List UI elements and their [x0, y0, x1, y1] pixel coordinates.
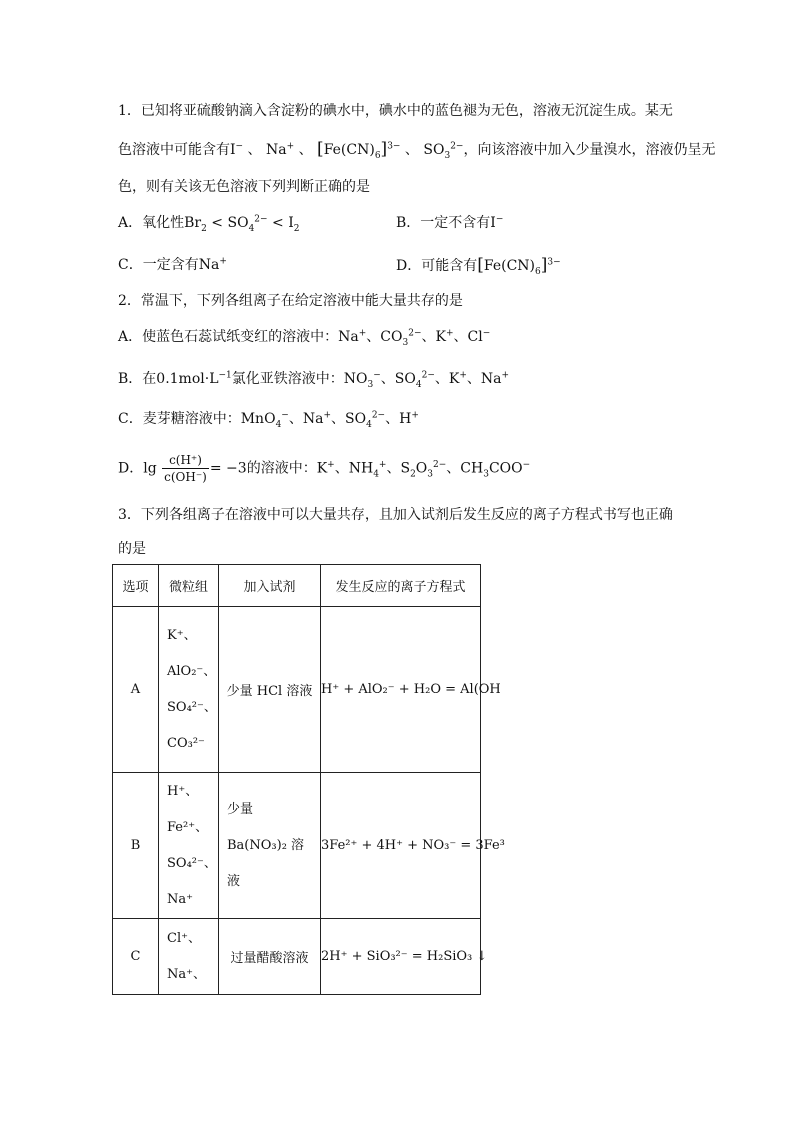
q1-line2: 色溶液中可能含有I− 、 Na+ 、 $[Fe(CN)_6]^{3-}$ 、 $SO_3^{2-}$，向该溶液中加入少量溴水，溶液仍呈无 [118, 139, 716, 161]
table-header-row [113, 565, 481, 607]
q3-stem-line2: 的是 [118, 541, 146, 557]
q1-option-d: D．可能含有$[Fe(CN)_6]^{3-}$ [396, 255, 561, 277]
table-row [113, 919, 481, 995]
header-option: 选项 [113, 565, 159, 607]
row-option: C [113, 919, 159, 995]
header-particles: 微粒组 [159, 565, 219, 607]
q1-option-c: C．一定含有Na+ [118, 256, 227, 273]
header-reagent: 加入试剂 [219, 565, 321, 607]
row-equation: H⁺ + AlO₂⁻ + H₂O = Al(OH [321, 607, 481, 773]
q1-option-a: A．氧化性$Br_2 < SO_4^{2-} < I_2$ [118, 214, 300, 234]
q2-option-d: D．lg $\frac{c(H^+)}{c(OH^-)}$ = −3的溶液中：K+、$NH_4^+$、$S_2O_3^{2-}$、$CH_3COO^-$ [118, 453, 531, 484]
row-particles: H⁺、 Fe²⁺、 SO₄²⁻、 Na⁺ [159, 773, 219, 919]
fraction: $\frac{c(H^+)}{c(OH^-)}$ [164, 453, 207, 484]
row-equation: 3Fe²⁺ + 4H⁺ + NO₃⁻ = 3Fe³ [321, 773, 481, 919]
row-reagent: 少量 Ba(NO₃)₂ 溶 液 [219, 773, 321, 919]
q2-option-a: A．使蓝色石蕊试纸变红的溶液中：Na+、$CO_3^{2-}$、K+、Cl− [118, 328, 491, 348]
row-particles: K⁺、 AlO₂⁻、 SO₄²⁻、 CO₃²⁻ [159, 607, 219, 773]
row-option: B [113, 773, 159, 919]
row-equation: 2H⁺ + SiO₃²⁻ = H₂SiO₃ ↓ [321, 919, 481, 995]
q3-table [112, 564, 505, 995]
row-option: A [113, 607, 159, 773]
header-equation: 发生反应的离子方程式 [321, 565, 481, 607]
table-row [113, 773, 481, 919]
q2-option-c: C．麦芽糖溶液中：MnO$_4$−、Na+、$SO_4^{2-}$、H+ [118, 410, 419, 430]
q2-option-b: B．在$0.1mol\cdot L^{-1}$氯化亚铁溶液中：$NO_3^-$、$SO_4^{2-}$、K+、Na+ [118, 370, 510, 390]
row-reagent: 少量 HCl 溶液 [219, 607, 321, 773]
row-particles: Cl⁺、 Na⁺、 [159, 919, 219, 995]
q1-option-b: B．一定不含有I− [396, 214, 504, 231]
q2-stem: 2．常温下，下列各组离子在给定溶液中能大量共存的是 [118, 293, 463, 309]
q1-line1: 1．已知将亚硫酸钠滴入含淀粉的碘水中，碘水中的蓝色褪为无色，溶液无沉淀生成。某无 [118, 103, 673, 119]
q1-line3: 色，则有关该无色溶液下列判断正确的是 [118, 179, 370, 195]
row-reagent: 过量醋酸溶液 [219, 919, 321, 995]
table-row [113, 607, 481, 773]
q3-stem-line1: 3．下列各组离子在溶液中可以大量共存，且加入试剂后发生反应的离子方程式书写也正确 [118, 507, 673, 523]
